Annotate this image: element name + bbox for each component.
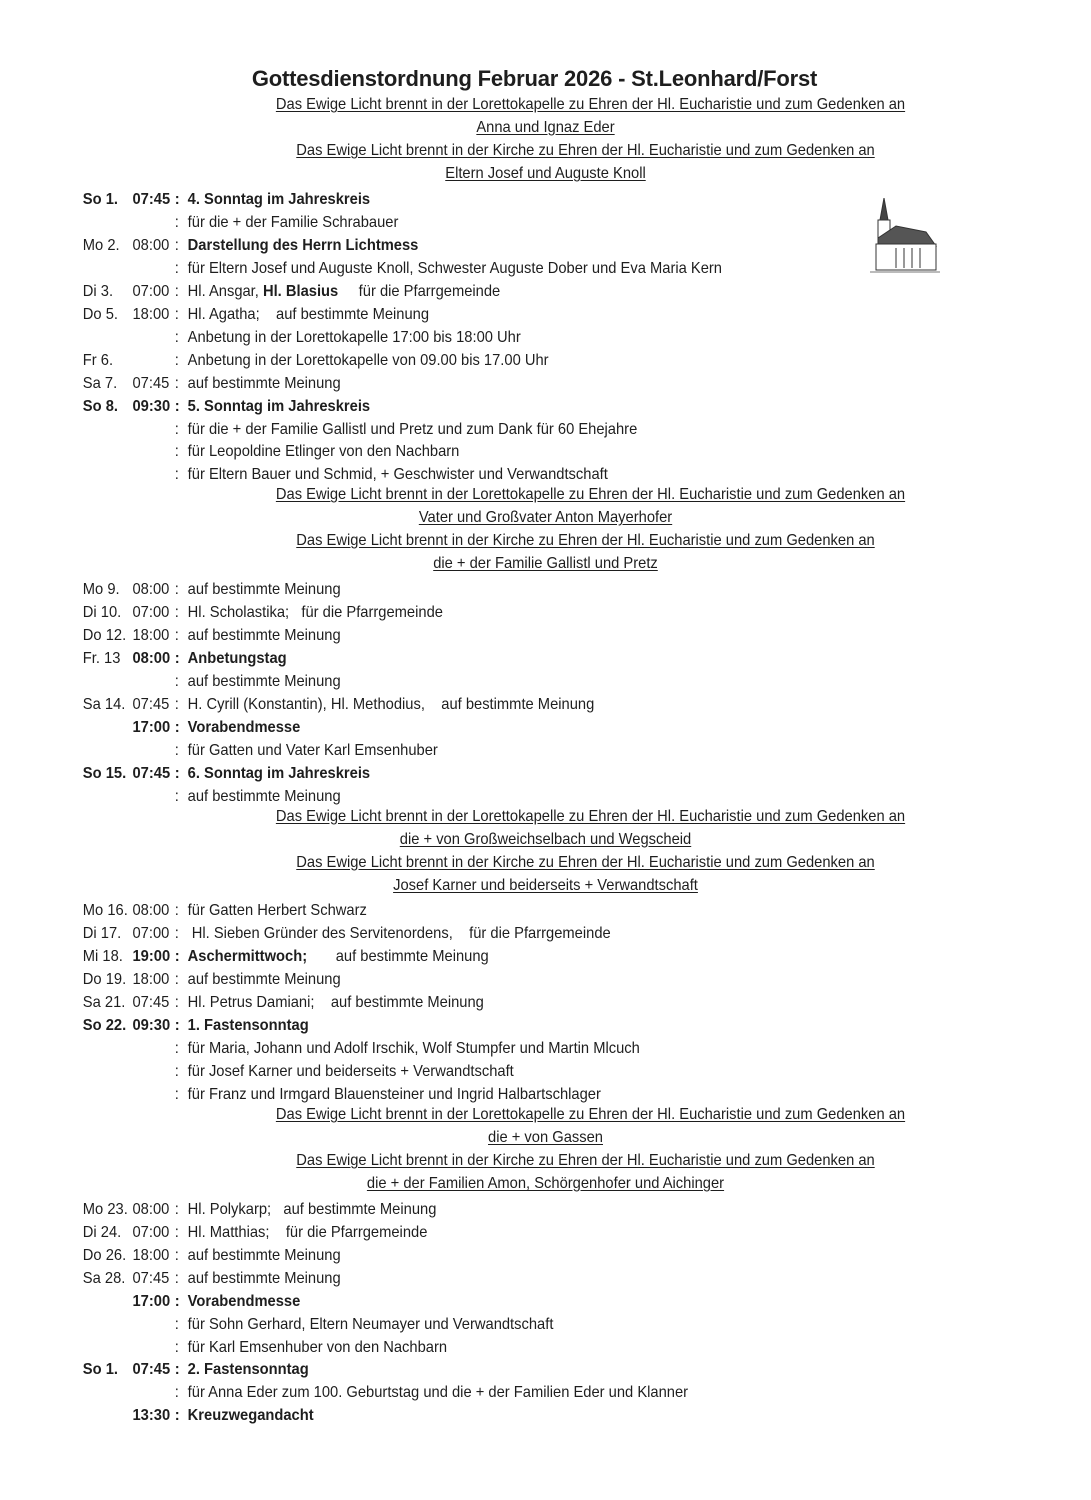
- row-text-after: auf bestimmte Meinung: [307, 948, 489, 966]
- row-text: [188, 257, 722, 280]
- row-text-main: für Anna Eder zum 100. Geburtstag und die + der Familien Eder und Klanner: [187, 1384, 689, 1402]
- row-text-main: 4. Sonntag im Jahreskreis: [187, 191, 371, 208]
- row-text-main: 6. Sonntag im Jahreskreis: [187, 764, 371, 782]
- ewiges-licht-note: Das Ewige Licht brennt in der Lorettokapelle zu Ehren der Hl. Eucharistie und zum Gedenken an: [275, 1106, 906, 1123]
- row-separator: :: [174, 741, 179, 759]
- row-separator: :: [174, 420, 179, 438]
- row-separator: :: [174, 1315, 179, 1333]
- schedule-row: [0, 211, 1004, 234]
- schedule-row: [0, 945, 1004, 968]
- header-note-2-line2: Eltern Josef und Auguste Knoll: [445, 165, 646, 182]
- row-text: [188, 1358, 309, 1381]
- row-separator: :: [174, 650, 180, 667]
- row-text: [188, 326, 521, 349]
- row-date: Sa 21.: [82, 994, 126, 1012]
- row-time: 17:00: [132, 718, 171, 736]
- schedule-row: [0, 647, 1004, 670]
- row-separator: :: [174, 764, 180, 782]
- row-text-main: Anbetung in der Lorettokapelle 17:00 bis 18:00 Uhr: [187, 328, 521, 346]
- header-note-1-line1: Das Ewige Licht brennt in der Lorettokapelle zu Ehren der Hl. Eucharistie und zum Gedenken an: [275, 96, 906, 113]
- schedule-row: [0, 1221, 1004, 1244]
- schedule-row: [0, 1290, 1004, 1313]
- row-date: Sa 28.: [82, 1269, 126, 1287]
- schedule-row: [0, 716, 1004, 739]
- schedule-row: [0, 601, 1004, 624]
- row-time: 07:45: [132, 191, 171, 208]
- row-separator: :: [174, 213, 179, 231]
- row-text: [188, 1404, 314, 1427]
- row-text: [188, 211, 399, 234]
- schedule-row: [0, 1014, 1004, 1037]
- row-separator: :: [174, 627, 179, 645]
- row-text-after: für die Pfarrgemeinde: [338, 282, 501, 300]
- row-text: [188, 1381, 688, 1404]
- row-text-bold: Aschermittwoch;: [187, 948, 308, 966]
- row-date: Mo 9.: [82, 581, 120, 599]
- row-text-main: 1. Fastensonntag: [187, 1017, 309, 1035]
- row-text: [188, 1198, 437, 1221]
- row-separator: :: [174, 994, 179, 1012]
- row-date: Do 5.: [82, 305, 118, 323]
- row-date: So 8.: [82, 397, 118, 415]
- row-text: [188, 440, 460, 463]
- row-time: 07:45: [132, 695, 170, 713]
- ewiges-licht-note: die + der Familien Amon, Schörgenhofer und Aichinger: [366, 1174, 725, 1192]
- row-text: [188, 1313, 554, 1336]
- row-time: 09:30: [132, 1017, 171, 1035]
- row-text: [188, 1060, 514, 1083]
- row-text-main: Anbetung in der Lorettokapelle von 09.00 bis 17.00 Uhr: [187, 351, 549, 369]
- row-text-main: Vorabendmesse: [187, 1292, 301, 1310]
- schedule-row: [0, 991, 1004, 1014]
- row-text-main: für Eltern Josef und Auguste Knoll, Schwester Auguste Dober und Eva Maria Kern: [187, 259, 722, 277]
- row-text: [188, 1290, 301, 1313]
- row-text: [188, 991, 484, 1014]
- row-text-main: Hl. Polykarp; auf bestimmte Meinung: [187, 1200, 437, 1218]
- ewiges-licht-note: die + von Gassen: [488, 1128, 603, 1146]
- schedule-row: [0, 1037, 1004, 1060]
- schedule-row: [0, 326, 1004, 349]
- row-text: [188, 647, 287, 670]
- row-text: [188, 670, 341, 693]
- schedule-row: [0, 1336, 1004, 1359]
- row-separator: :: [174, 971, 179, 989]
- row-date: Mo 16.: [82, 902, 128, 920]
- row-text: [188, 922, 611, 945]
- schedule-row: [0, 922, 1004, 945]
- row-text: [188, 693, 595, 716]
- schedule-row: [0, 1404, 1004, 1427]
- schedule-row: [0, 349, 1004, 372]
- row-separator: :: [174, 1338, 179, 1356]
- row-separator: :: [174, 351, 179, 369]
- row-time: 19:00: [132, 948, 171, 966]
- row-text-main: Vorabendmesse: [187, 718, 301, 736]
- row-text: [188, 303, 429, 326]
- row-text-main: 2. Fastensonntag: [187, 1361, 309, 1379]
- ewiges-licht-note: Vater und Großvater Anton Mayerhofer: [418, 509, 673, 527]
- row-date: So 1.: [82, 1361, 118, 1379]
- row-text-main: Hl. Ansgar,: [187, 282, 263, 300]
- row-time: 07:00: [132, 1223, 170, 1241]
- row-time: 07:45: [132, 374, 170, 392]
- row-text: [188, 968, 341, 991]
- row-text: [188, 395, 370, 418]
- row-separator: :: [174, 581, 179, 599]
- row-text-main: H. Cyrill (Konstantin), Hl. Methodius, auf bestimmte Meinung: [187, 695, 595, 713]
- row-text-main: Kreuzwegandacht: [187, 1407, 314, 1425]
- row-date: Di 17.: [82, 925, 122, 943]
- row-date: Fr 6.: [82, 351, 114, 369]
- row-date: Do 26.: [82, 1246, 127, 1264]
- schedule-row: [0, 1313, 1004, 1336]
- title-text: Gottesdienstordnung Februar 2026 - St.Leonhard/Forst: [251, 66, 818, 91]
- row-text: [188, 188, 370, 211]
- row-date: So 1.: [82, 191, 118, 208]
- row-date: Sa 14.: [82, 695, 126, 713]
- row-date: Sa 7.: [82, 374, 118, 392]
- schedule-row: [0, 968, 1004, 991]
- row-text-main: für Gatten und Vater Karl Emsenhuber: [187, 741, 438, 759]
- row-text-main: auf bestimmte Meinung: [187, 672, 341, 690]
- row-text: [188, 418, 638, 441]
- ewiges-licht-note: die + der Familie Gallistl und Pretz: [433, 555, 658, 573]
- row-text-main: Darstellung des Herrn Lichtmess: [187, 236, 419, 254]
- row-text-main: für Eltern Bauer und Schmid, + Geschwister und Verwandtschaft: [187, 466, 608, 484]
- schedule-row: [0, 257, 1004, 280]
- row-separator: :: [174, 1017, 180, 1035]
- header-note-2-line1: Das Ewige Licht brennt in der Kirche zu Ehren der Hl. Eucharistie und zum Gedenken an: [296, 142, 875, 159]
- row-text-main: für Leopoldine Etlinger von den Nachbarn: [187, 443, 460, 461]
- row-time: 17:00: [132, 1292, 171, 1310]
- row-text-main: 5. Sonntag im Jahreskreis: [187, 397, 371, 415]
- row-time: 09:30: [132, 397, 171, 415]
- ewiges-licht-note: Das Ewige Licht brennt in der Kirche zu Ehren der Hl. Eucharistie und zum Gedenken an: [296, 532, 875, 550]
- row-separator: :: [174, 191, 180, 208]
- schedule-row: [0, 395, 1004, 418]
- schedule-row: [0, 463, 1004, 486]
- row-text: [188, 739, 438, 762]
- row-text-main: auf bestimmte Meinung: [187, 627, 341, 645]
- row-text-main: für die + der Familie Gallistl und Pretz und zum Dank für 60 Ehejahre: [187, 420, 638, 438]
- row-text-main: für Gatten Herbert Schwarz: [187, 902, 367, 920]
- schedule-row: [0, 762, 1004, 785]
- row-separator: :: [174, 1246, 179, 1264]
- ewiges-licht-note: Das Ewige Licht brennt in der Lorettokapelle zu Ehren der Hl. Eucharistie und zum Gedenken an: [275, 807, 906, 825]
- row-text-main: für Franz und Irmgard Blauensteiner und Ingrid Halbartschlager: [187, 1086, 601, 1104]
- row-text: [188, 1336, 447, 1359]
- row-text: [188, 624, 341, 647]
- row-separator: :: [174, 1269, 179, 1287]
- schedule-row: [0, 1060, 1004, 1083]
- schedule-row: [0, 1381, 1004, 1404]
- row-text-main: für die + der Familie Schrabauer: [187, 213, 399, 231]
- row-separator: :: [174, 328, 179, 346]
- row-separator: :: [174, 1040, 179, 1058]
- row-text-main: Anbetungstag: [187, 650, 287, 667]
- row-text: [188, 899, 367, 922]
- row-text: [188, 1221, 428, 1244]
- row-time: 08:00: [132, 902, 170, 920]
- schedule-row: [0, 1083, 1004, 1106]
- row-separator: :: [174, 443, 179, 461]
- row-time: 07:00: [132, 282, 170, 300]
- row-text: [188, 1083, 601, 1106]
- schedule-row: [0, 624, 1004, 647]
- row-time: 18:00: [132, 1246, 170, 1264]
- row-text-main: auf bestimmte Meinung: [187, 787, 341, 805]
- row-text-main: auf bestimmte Meinung: [187, 1269, 341, 1287]
- schedule-row: [0, 234, 1004, 257]
- schedule-row: [0, 1267, 1004, 1290]
- row-separator: :: [174, 236, 179, 254]
- row-text-main: auf bestimmte Meinung: [187, 1246, 341, 1264]
- schedule-row: [0, 188, 1004, 211]
- row-date: Do 12.: [82, 627, 127, 645]
- row-text: [188, 716, 301, 739]
- row-text: [188, 463, 608, 486]
- schedule-row: [0, 418, 1004, 441]
- row-text-main: für Karl Emsenhuber von den Nachbarn: [187, 1338, 448, 1356]
- row-text-bold: Hl. Blasius: [262, 282, 339, 300]
- row-text-main: Hl. Petrus Damiani; auf bestimmte Meinung: [187, 994, 484, 1012]
- schedule-row: [0, 578, 1004, 601]
- row-separator: :: [174, 604, 179, 622]
- row-time: 07:45: [132, 764, 171, 782]
- schedule-row: [0, 280, 1004, 303]
- row-text: [188, 601, 443, 624]
- ewiges-licht-note: Das Ewige Licht brennt in der Lorettokapelle zu Ehren der Hl. Eucharistie und zum Gedenken an: [275, 486, 906, 504]
- row-time: 18:00: [132, 971, 170, 989]
- row-separator: :: [174, 672, 179, 690]
- row-date: Do 19.: [82, 971, 127, 989]
- ewiges-licht-note: Josef Karner und beiderseits + Verwandtschaft: [393, 876, 698, 894]
- row-separator: :: [174, 374, 179, 392]
- row-separator: :: [174, 1292, 180, 1310]
- row-text-main: auf bestimmte Meinung: [187, 971, 341, 989]
- row-separator: :: [174, 305, 179, 323]
- schedule-row: [0, 739, 1004, 762]
- row-time: 13:30: [132, 1407, 171, 1425]
- row-text: [188, 234, 419, 257]
- schedule-row: [0, 1358, 1004, 1381]
- row-separator: :: [174, 787, 179, 805]
- row-text: [188, 372, 341, 395]
- schedule-row: [0, 372, 1004, 395]
- row-text-main: Hl. Sieben Gründer des Servitenordens, für die Pfarrgemeinde: [187, 925, 611, 943]
- row-text: [188, 280, 501, 303]
- row-time: 08:00: [132, 581, 170, 599]
- row-date: So 22.: [82, 1017, 127, 1035]
- row-text-main: Hl. Matthias; für die Pfarrgemeinde: [187, 1223, 428, 1241]
- row-separator: :: [174, 925, 179, 943]
- schedule-row: [0, 1244, 1004, 1267]
- row-text: [188, 762, 370, 785]
- ewiges-licht-note: Das Ewige Licht brennt in der Kirche zu Ehren der Hl. Eucharistie und zum Gedenken an: [296, 1151, 875, 1169]
- row-time: 07:45: [132, 1269, 170, 1287]
- page-title: [0, 66, 1091, 92]
- row-text-main: auf bestimmte Meinung: [187, 581, 341, 599]
- schedule-row: [0, 303, 1004, 326]
- schedule-row: [0, 440, 1004, 463]
- row-text: [188, 945, 489, 968]
- row-time: 07:00: [132, 604, 170, 622]
- row-time: 07:00: [132, 925, 170, 943]
- row-separator: :: [174, 1063, 179, 1081]
- row-text: [188, 785, 341, 808]
- row-separator: :: [174, 1384, 179, 1402]
- ewiges-licht-note: die + von Großweichselbach und Wegscheid: [399, 830, 692, 848]
- row-text: [188, 1267, 341, 1290]
- row-text-main: auf bestimmte Meinung: [187, 374, 341, 392]
- row-separator: :: [174, 1086, 179, 1104]
- schedule-row: [0, 899, 1004, 922]
- row-separator: :: [174, 1361, 180, 1379]
- row-date: Mi 18.: [82, 948, 123, 966]
- row-text-main: für Josef Karner und beiderseits + Verwandtschaft: [187, 1063, 514, 1081]
- schedule-row: [0, 785, 1004, 808]
- row-separator: :: [174, 1407, 180, 1425]
- church-illustration: [866, 198, 944, 280]
- row-time: 18:00: [132, 627, 170, 645]
- row-time: 08:00: [132, 236, 170, 254]
- row-text: [188, 1014, 309, 1037]
- row-text: [188, 1244, 341, 1267]
- row-text-main: Hl. Scholastika; für die Pfarrgemeinde: [187, 604, 443, 622]
- row-separator: :: [174, 259, 179, 277]
- row-time: 08:00: [132, 1200, 170, 1218]
- row-separator: :: [174, 695, 179, 713]
- row-separator: :: [174, 1200, 179, 1218]
- row-time: 07:45: [132, 1361, 171, 1379]
- row-separator: :: [174, 718, 180, 736]
- ewiges-licht-note: Das Ewige Licht brennt in der Kirche zu Ehren der Hl. Eucharistie und zum Gedenken an: [296, 853, 875, 871]
- row-text: [188, 1037, 640, 1060]
- row-time: 08:00: [132, 650, 171, 667]
- row-time: 18:00: [132, 305, 170, 323]
- schedule-row: [0, 693, 1004, 716]
- schedule-row: [0, 1198, 1004, 1221]
- row-time: 07:45: [132, 994, 170, 1012]
- row-separator: :: [174, 1223, 179, 1241]
- row-separator: :: [174, 948, 180, 966]
- row-text: [188, 349, 549, 372]
- row-text-main: für Maria, Johann und Adolf Irschik, Wolf Stumpfer und Martin Mlcuch: [187, 1040, 640, 1058]
- row-separator: :: [174, 902, 179, 920]
- row-separator: :: [174, 282, 179, 300]
- schedule-row: [0, 670, 1004, 693]
- row-text-main: Hl. Agatha; auf bestimmte Meinung: [187, 305, 430, 323]
- row-date: Fr. 13: [82, 650, 121, 667]
- row-separator: :: [174, 397, 180, 415]
- row-text: [188, 578, 341, 601]
- row-date: Mo 23.: [82, 1200, 128, 1218]
- row-text-main: für Sohn Gerhard, Eltern Neumayer und Verwandtschaft: [187, 1315, 554, 1333]
- row-separator: :: [174, 466, 179, 484]
- header-note-1-line2: Anna und Ignaz Eder: [476, 119, 615, 136]
- row-date: Di 24.: [82, 1223, 122, 1241]
- row-date: Di 3.: [82, 282, 114, 300]
- row-date: So 15.: [82, 764, 127, 782]
- row-date: Mo 2.: [82, 236, 120, 254]
- row-date: Di 10.: [82, 604, 122, 622]
